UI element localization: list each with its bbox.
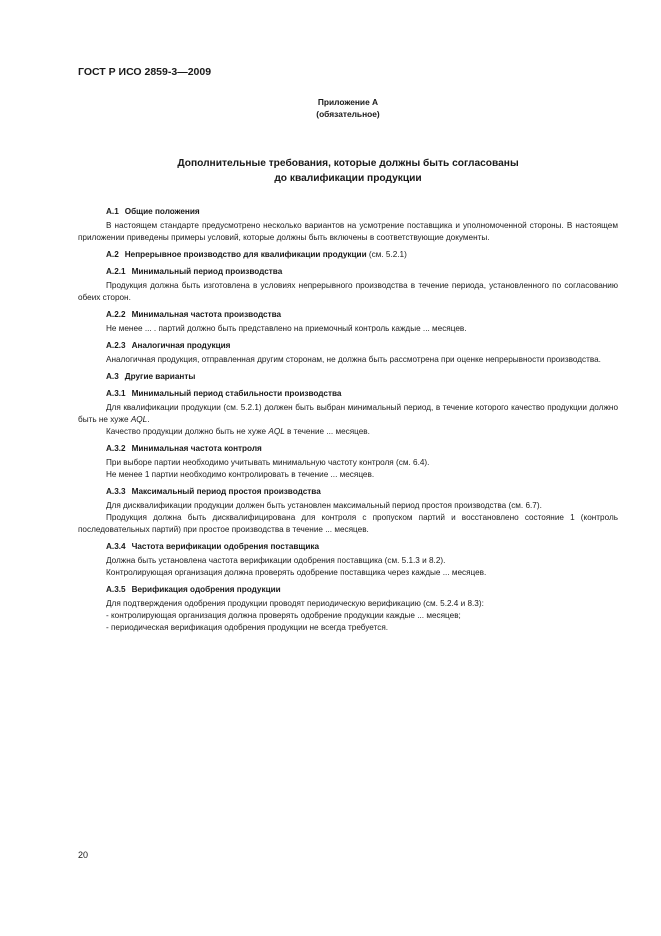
- appendix-status: (обязательное): [316, 109, 380, 119]
- paragraph: Контролирующая организация должна проверять одобрение поставщика через каждые ... месяцев.: [106, 568, 487, 577]
- list-item: - периодическая верификация одобрения продукции не всегда требуется.: [106, 623, 389, 632]
- paragraph: Должна быть установлена частота верификации одобрения поставщика (см. 5.1.3 и 8.2).: [106, 556, 446, 565]
- paragraph: В настоящем стандарте предусмотрено несколько вариантов на усмотрение поставщика и уполномоченной стороны. В настоящем приложении приведены примеры условий, которые должны быть включены в соответствующие документы.: [78, 221, 618, 242]
- paragraph-text: в течение ... месяцев.: [284, 427, 370, 436]
- section-number: А.2.3: [106, 341, 126, 350]
- section-title: Частота верификации одобрения поставщика: [131, 542, 320, 551]
- section-title: Непрерывное производство для квалификации продукции: [124, 250, 367, 259]
- section-heading-a1: [78, 206, 618, 218]
- section-heading-a3-1: [78, 388, 618, 400]
- section-heading-a2-2: [78, 309, 618, 321]
- paragraph: Для дисквалификации продукции должен быть установлен максимальный период простоя производства (см. 6.7).: [106, 501, 542, 510]
- section-number: А.3.2: [106, 444, 126, 453]
- section-reference: (см. 5.2.1): [368, 250, 407, 259]
- paragraph: Продукция должна быть дисквалифицирована для контроля с пропуском партий и восстановлено состояние 1 (контроль последовательных партий) при простое производства в течение ... месяцев.: [78, 513, 618, 534]
- section-number: А.2.1: [106, 267, 126, 276]
- section-heading-a3-5: [78, 584, 618, 596]
- section-number: А.3.5: [106, 585, 126, 594]
- section-heading-a2-3: [78, 340, 618, 352]
- section-title: Минимальная частота производства: [131, 310, 282, 319]
- paragraph: [78, 402, 618, 426]
- section-title: Другие варианты: [124, 372, 196, 381]
- section-number: А.3.1: [106, 389, 126, 398]
- page-title-line-2: до квалификации продукции: [274, 173, 422, 184]
- section-number: А.2: [106, 250, 119, 259]
- aql-term: AQL: [130, 415, 148, 424]
- paragraph-text: Для квалификации продукции (см. 5.2.1) должен быть выбран минимальный период, в течение которого качество продукции должно быть не хуже: [78, 403, 618, 424]
- document-code: ГОСТ Р ИСО 2859-3—2009: [78, 66, 212, 78]
- paragraph: При выборе партии необходимо учитывать минимальную частоту контроля (см. 6.4).: [106, 458, 430, 467]
- section-heading-a2: [78, 249, 618, 261]
- section-heading-a3-3: [78, 486, 618, 498]
- document-body: [78, 206, 618, 634]
- page-title-line-1: Дополнительные требования, которые должны быть согласованы: [177, 158, 519, 169]
- section-number: А.3.4: [106, 542, 126, 551]
- aql-term: AQL: [268, 427, 285, 436]
- appendix-label: Приложение А: [317, 97, 379, 107]
- paragraph-text: Качество продукции должно быть не хуже: [106, 427, 269, 436]
- page-title: [78, 156, 618, 186]
- section-title: Минимальный период стабильности производства: [131, 389, 342, 398]
- section-title: Максимальный период простоя производства: [131, 487, 321, 496]
- paragraph: Для подтверждения одобрения продукции проводят периодическую верификацию (см. 5.2.4 и 8.3):: [106, 599, 484, 608]
- section-heading-a3: [78, 371, 618, 383]
- section-number: А.1: [106, 207, 119, 216]
- paragraph: Не менее 1 партии необходимо контролировать в течение ... месяцев.: [106, 470, 375, 479]
- paragraph: Продукция должна быть изготовлена в условиях непрерывного производства в течение периода, установленного по согласованию обеих сторон.: [78, 281, 618, 302]
- section-number: А.3.3: [106, 487, 126, 496]
- paragraph: Не менее ... . партий должно быть представлено на приемочный контроль каждые ... месяцев.: [106, 324, 467, 333]
- section-title: Минимальная частота контроля: [131, 444, 262, 453]
- section-title: Верификация одобрения продукции: [131, 585, 281, 594]
- section-title: Минимальный период производства: [131, 267, 283, 276]
- paragraph: [78, 426, 618, 438]
- section-heading-a3-2: [78, 443, 618, 455]
- section-number: А.3: [106, 372, 119, 381]
- section-heading-a3-4: [78, 541, 618, 553]
- section-heading-a2-1: [78, 266, 618, 278]
- page-number: 20: [78, 850, 89, 860]
- list-item: - контролирующая организация должна проверять одобрение продукции каждые ... месяцев;: [106, 611, 461, 620]
- section-title: Общие положения: [124, 207, 200, 216]
- section-number: А.2.2: [106, 310, 126, 319]
- section-title: Аналогичная продукция: [131, 341, 231, 350]
- paragraph-text: .: [147, 415, 150, 424]
- paragraph: Аналогичная продукция, отправленная другим сторонам, не должна быть рассмотрена при оценке непрерывности производства.: [106, 355, 601, 364]
